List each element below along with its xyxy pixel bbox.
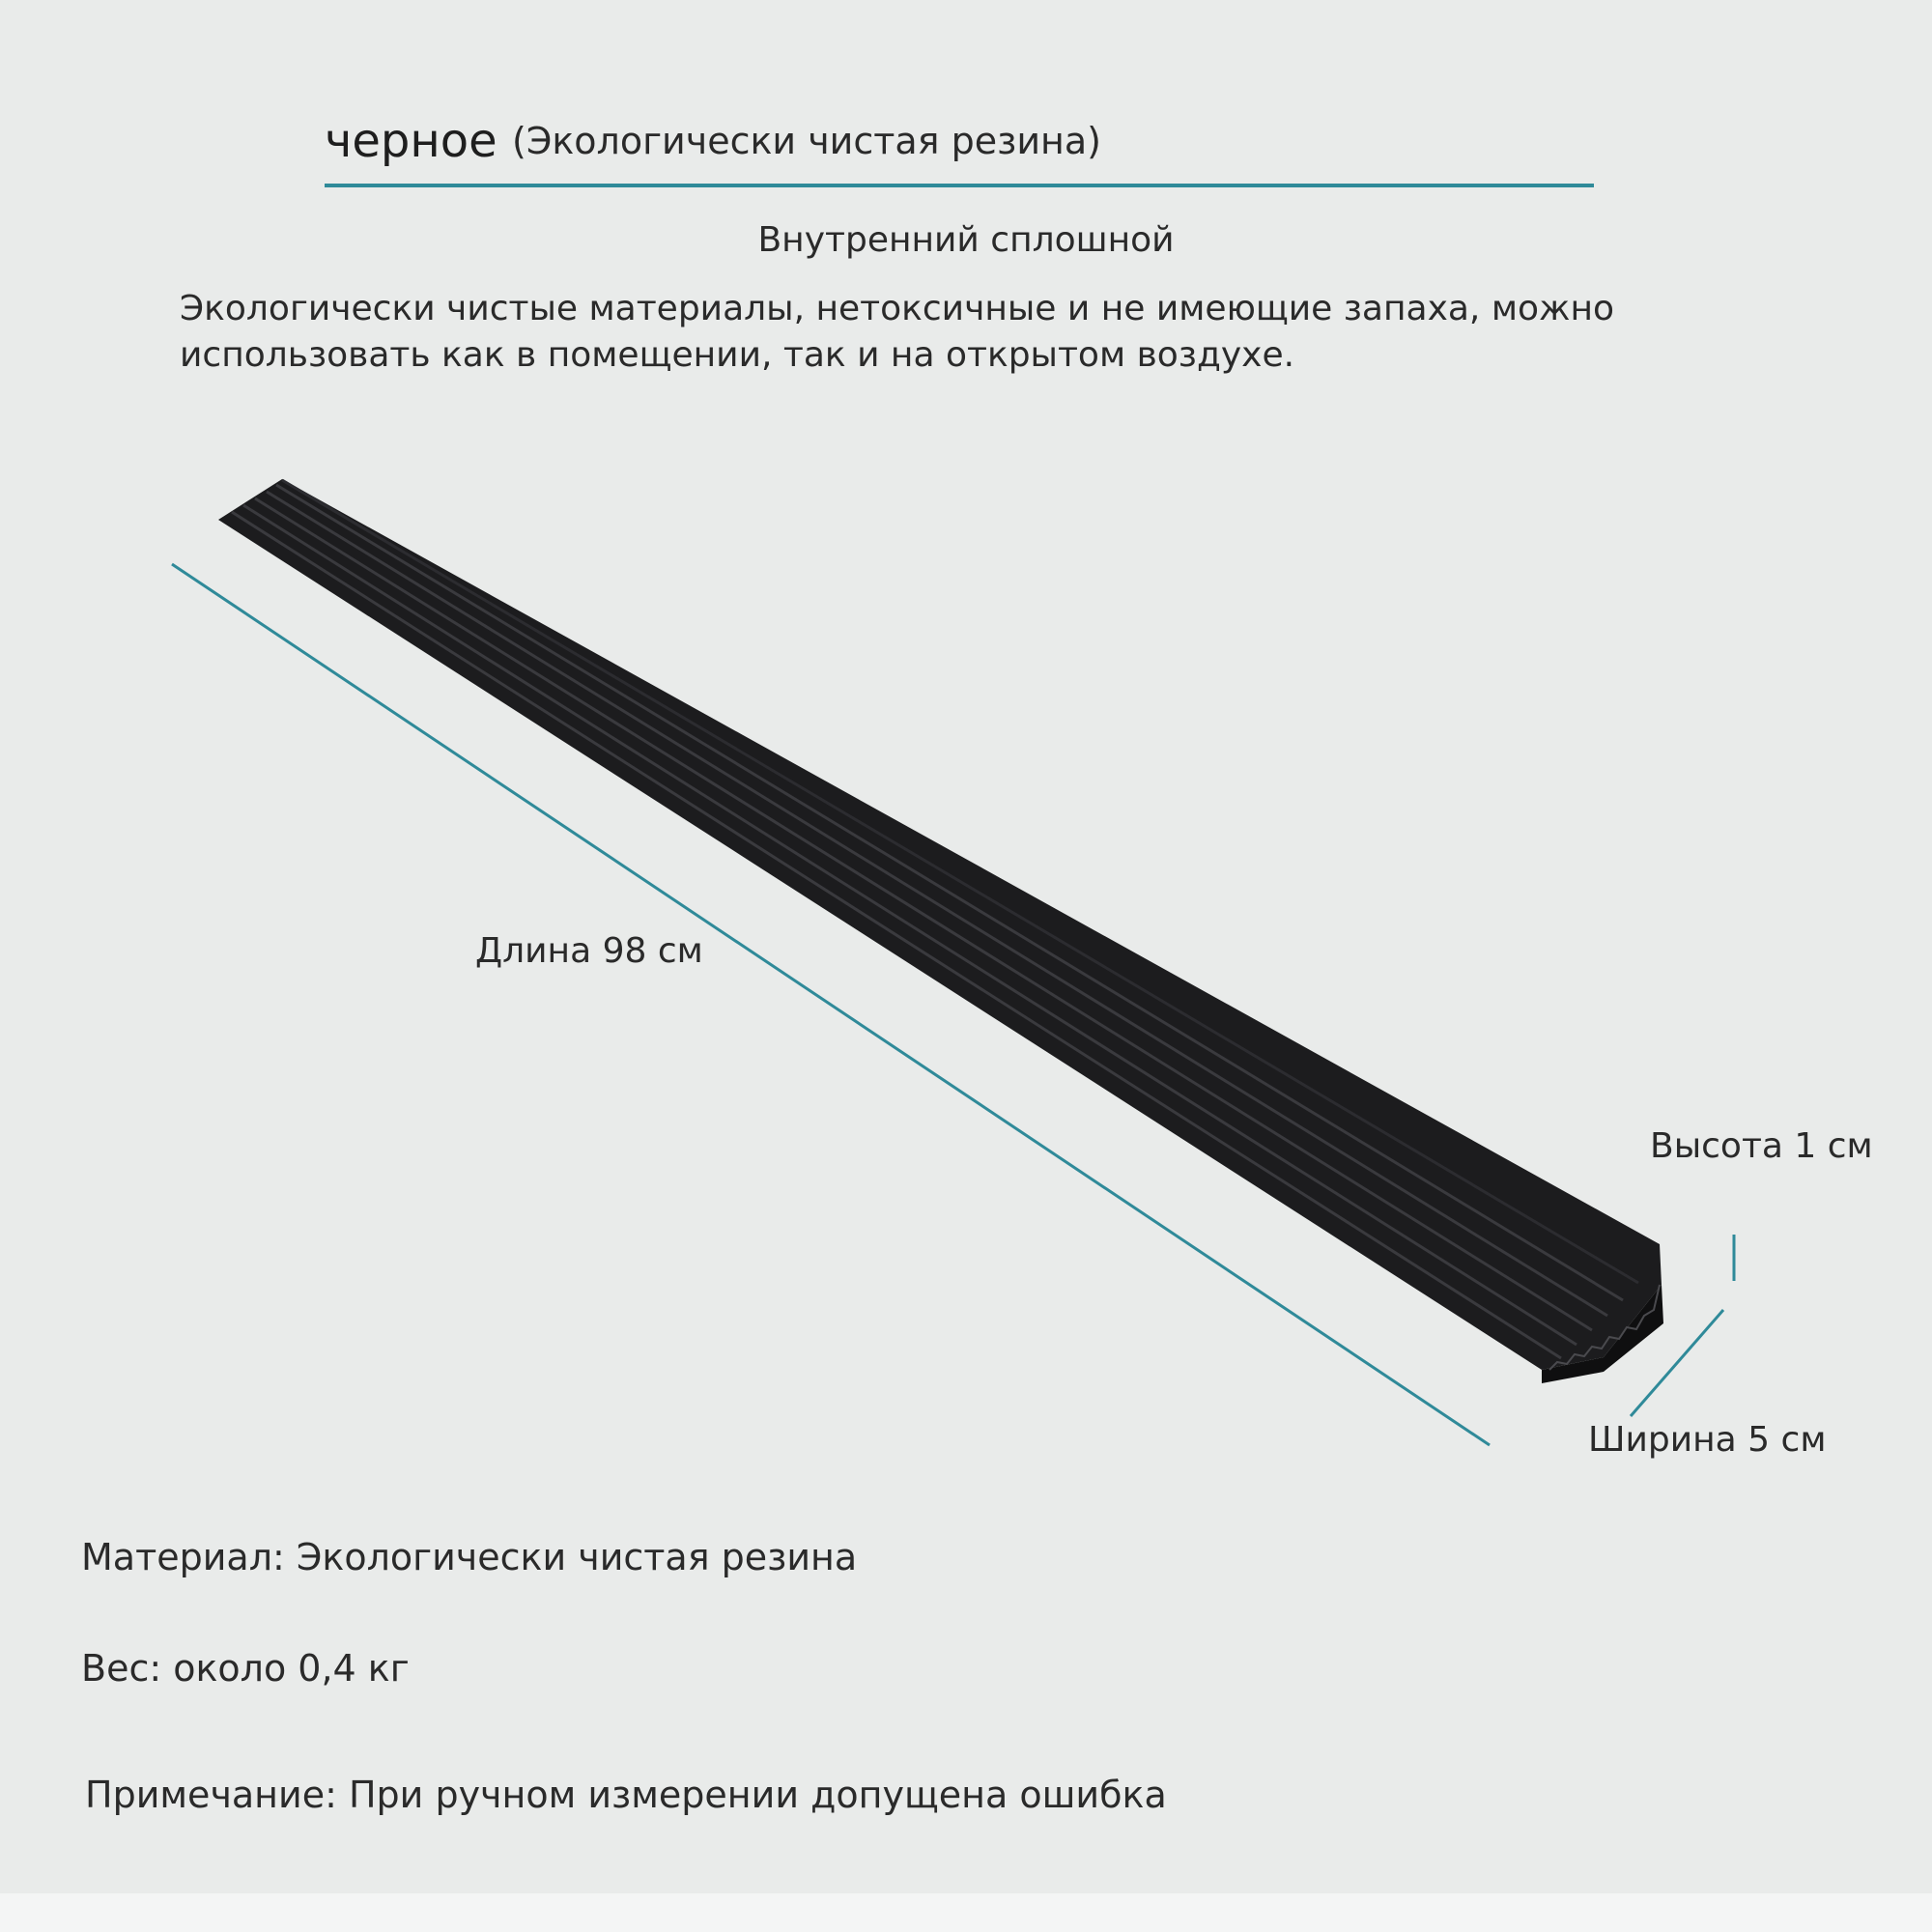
height-label: Высота 1 см bbox=[1650, 1126, 1873, 1166]
product-color-title: черное bbox=[325, 114, 497, 168]
subtitle: Внутренний сплошной bbox=[757, 220, 1175, 260]
length-dimension-line bbox=[172, 564, 1490, 1445]
product-material-title: (Экологически чистая резина) bbox=[512, 120, 1101, 162]
description: Экологически чистые материалы, нетоксичные и не имеющие запаха, можно использовать как в помещении, так и на открытом воздухе. bbox=[180, 289, 1614, 375]
spec-material: Материал: Экологически чистая резина bbox=[81, 1536, 858, 1578]
rubber-strip bbox=[218, 479, 1663, 1383]
spec-note: Примечание: При ручном измерении допущена ошибка bbox=[85, 1774, 1167, 1816]
width-label: Ширина 5 см bbox=[1588, 1420, 1827, 1460]
length-label: Длина 98 см bbox=[475, 931, 703, 971]
spec-weight: Вес: около 0,4 кг bbox=[81, 1647, 410, 1690]
bottom-band bbox=[0, 1893, 1932, 1932]
